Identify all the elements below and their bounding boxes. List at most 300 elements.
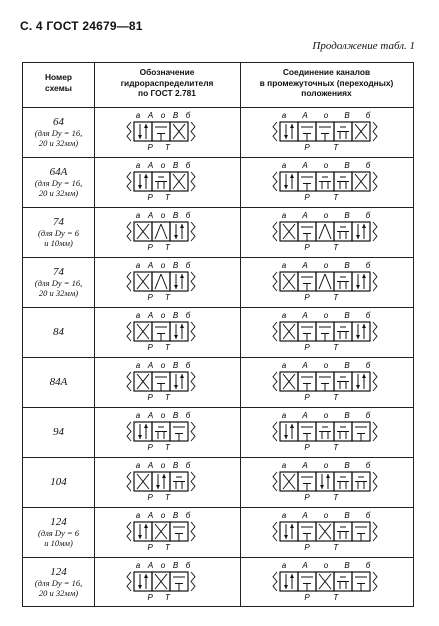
scheme-number-cell [23,216,94,248]
valve-position-box [280,422,298,441]
port-label: А [147,161,154,170]
arrow-icon [138,585,142,589]
port-label: А [147,561,154,570]
port-label: б [365,261,371,270]
port-label: а [135,361,141,370]
port-label: Р [147,243,153,252]
port-label: а [281,211,287,220]
port-label: а [135,161,141,170]
port-label: В [344,411,350,420]
valve-position-box [280,172,298,191]
port-label: о [323,361,329,370]
port-label: А [302,411,308,420]
scheme-number: 64 [53,116,64,128]
arrow-icon [174,385,178,389]
valve-position-box [134,122,152,141]
flow-path [155,274,161,289]
scheme-note: (для Dу = 16, [34,178,83,188]
scheme-note: 20 и 32мм) [38,187,79,198]
spring-icon [191,472,195,491]
arrow-icon [138,185,142,189]
scheme-number: 84 [53,325,64,338]
spring-icon [273,272,277,291]
port-label: б [365,161,371,170]
port-label: Т [165,493,170,502]
spring-icon [273,222,277,241]
intermediate-positions-symbol [240,507,413,557]
port-label: б [365,411,371,420]
valve-position-box [352,222,370,241]
port-label: о [160,461,166,470]
scheme-number-cell [23,516,94,548]
spring-icon [273,572,277,591]
spring-icon [373,322,377,341]
arrow-icon [138,435,142,439]
spring-icon [373,372,377,391]
port-label: а [281,111,287,120]
spring-icon [127,572,131,591]
port-label: б [365,311,371,320]
spring-icon [191,522,195,541]
scheme-note: (для Dу = 16, [34,278,83,288]
port-label: Р [304,243,310,252]
port-label: б [185,411,191,420]
port-label: Т [165,293,170,302]
spring-icon [127,422,131,441]
port-label: Т [333,593,339,602]
port-label: б [365,511,371,520]
port-label: Р [304,343,310,352]
port-label: Р [304,593,310,602]
valve-position-box [134,572,152,591]
port-label: о [160,411,166,420]
spring-icon [127,522,131,541]
arrow-icon [356,285,360,289]
arrow-icon [180,274,184,278]
port-label: Р [147,393,153,402]
port-label: о [160,261,166,270]
spring-icon [373,272,377,291]
scheme-note: (для Dу = 6 [37,528,80,538]
spring-icon [127,122,131,141]
scheme-number-cell [23,266,94,298]
valve-position-box [170,272,188,291]
scheme-number: 74 [53,266,64,278]
spring-icon [191,122,195,141]
port-label: о [323,461,329,470]
scheme-number-cell [23,426,94,439]
spring-icon [127,222,131,241]
port-label: б [365,561,371,570]
port-label: о [323,261,329,270]
port-label: а [281,261,287,270]
valve-position-box [170,222,188,241]
spring-icon [127,322,131,341]
spring-icon [373,522,377,541]
valve-position-box [352,372,370,391]
header-designation: Обозначение гидрораспределителя по ГОСТ 2.781 [120,67,214,98]
port-label: б [185,261,191,270]
port-label: о [323,161,329,170]
port-label: В [344,111,350,120]
arrow-icon [284,135,288,139]
port-label: А [302,111,308,120]
valve-position-box [316,472,334,491]
arrow-icon [284,185,288,189]
port-label: а [135,461,141,470]
port-label: Т [333,393,339,402]
spring-icon [127,272,131,291]
port-label: В [172,311,179,320]
port-label: б [185,511,191,520]
port-label: Р [304,493,310,502]
flow-path [325,274,331,289]
port-label: В [172,411,179,420]
arrow-icon [290,174,294,178]
port-label: А [302,311,308,320]
port-label: о [160,561,166,570]
arrow-icon [362,324,366,328]
port-label: о [160,111,166,120]
port-label: Р [147,543,153,552]
port-label: Т [333,243,339,252]
port-label: В [172,461,179,470]
port-label: б [185,161,191,170]
scheme-number-cell [23,476,94,489]
port-label: а [281,411,287,420]
scheme-number: 104 [50,475,67,488]
port-label: А [302,511,308,520]
flow-path [161,274,167,289]
port-label: А [147,511,154,520]
port-label: о [323,311,329,320]
arrow-icon [138,535,142,539]
valve-position-box [170,322,188,341]
header-scheme-number: Номер схемы [44,72,73,93]
port-label: б [185,111,191,120]
spring-icon [191,322,195,341]
intermediate-positions-symbol [240,157,413,207]
arrow-icon [162,474,166,478]
port-label: б [185,361,191,370]
port-label: о [323,211,329,220]
port-label: а [281,461,287,470]
port-label: В [344,311,350,320]
arrow-icon [144,174,148,178]
flow-path [161,224,167,239]
intermediate-positions-symbol [240,407,413,457]
spring-icon [273,322,277,341]
scheme-number: 124 [50,516,67,528]
port-label: Т [333,293,339,302]
port-label: В [344,161,350,170]
scheme-number-cell [23,116,94,148]
port-label: Р [147,443,153,452]
port-label: Р [147,493,153,502]
port-label: о [323,411,329,420]
valve-symbol [94,507,240,557]
scheme-note: (для Dу = 16, [34,128,83,138]
port-label: а [135,261,141,270]
scheme-note: 20 и 32мм) [38,137,79,148]
arrow-icon [290,424,294,428]
arrow-icon [362,374,366,378]
spring-icon [273,522,277,541]
arrow-icon [180,324,184,328]
scheme-number-cell [23,326,94,339]
header-channel-connection: Соединение каналов в промежуточных (переходных) положениях [259,67,394,98]
port-label: Т [333,543,339,552]
port-label: А [147,461,154,470]
port-label: о [160,311,166,320]
port-label: Р [147,143,153,152]
spring-icon [373,222,377,241]
scheme-note: и 10мм) [44,537,73,548]
arrow-icon [284,535,288,539]
arrow-icon [290,574,294,578]
spring-icon [127,472,131,491]
spring-icon [191,222,195,241]
arrow-icon [362,274,366,278]
valve-position-box [280,122,298,141]
port-label: В [344,361,350,370]
scheme-number: 74 [53,216,64,228]
port-label: Р [304,393,310,402]
valve-position-box [170,372,188,391]
port-label: В [344,211,350,220]
port-label: Р [304,193,310,202]
arrow-icon [174,235,178,239]
arrow-icon [180,224,184,228]
port-label: а [281,561,287,570]
port-label: а [135,511,141,520]
port-label: б [185,311,191,320]
flow-path [155,224,161,239]
intermediate-positions-symbol [240,207,413,257]
arrow-icon [174,285,178,289]
scheme-number-cell [23,376,94,389]
page-header: С. 4 ГОСТ 24679—81 [20,19,143,33]
spring-icon [127,172,131,191]
port-label: А [302,361,308,370]
arrow-icon [138,135,142,139]
port-label: В [172,161,179,170]
scheme-note: и 10мм) [44,237,73,248]
port-label: Р [147,193,153,202]
arrow-icon [356,235,360,239]
port-label: Т [165,393,170,402]
port-label: а [135,311,141,320]
port-label: Т [333,193,339,202]
port-label: В [344,461,350,470]
valve-position-box [280,522,298,541]
port-label: А [302,461,308,470]
port-label: А [147,261,154,270]
spring-icon [273,122,277,141]
valve-symbol [94,357,240,407]
valve-position-box [352,322,370,341]
port-label: а [135,111,141,120]
port-label: Р [304,543,310,552]
spring-icon [273,422,277,441]
scheme-number: 64А [49,166,68,178]
port-label: А [302,261,308,270]
port-label: Т [165,543,170,552]
intermediate-positions-symbol [240,257,413,307]
arrow-icon [320,485,324,489]
port-label: В [172,111,179,120]
port-label: Т [165,443,170,452]
valve-symbol [94,557,240,607]
port-label: а [135,411,141,420]
port-label: Р [304,443,310,452]
intermediate-positions-symbol [240,357,413,407]
spring-icon [273,172,277,191]
port-label: а [281,311,287,320]
port-label: о [160,361,166,370]
flow-path [319,224,325,239]
arrow-icon [290,524,294,528]
port-label: В [172,261,179,270]
schemes-table [22,62,414,607]
flow-path [325,224,331,239]
port-label: б [185,461,191,470]
scheme-note: (для Dу = 6 [37,228,80,238]
port-label: Т [165,243,170,252]
valve-position-box [152,472,170,491]
arrow-icon [180,374,184,378]
valve-position-box [280,572,298,591]
spring-icon [273,372,277,391]
arrow-icon [144,524,148,528]
port-label: В [172,211,179,220]
arrow-icon [326,474,330,478]
port-label: А [147,411,154,420]
spring-icon [127,372,131,391]
port-label: о [160,211,166,220]
port-label: б [365,111,371,120]
arrow-icon [144,574,148,578]
port-label: о [323,511,329,520]
port-label: Т [333,343,339,352]
arrow-icon [156,485,160,489]
scheme-number: 124 [50,566,67,578]
arrow-icon [356,385,360,389]
valve-position-box [134,422,152,441]
arrow-icon [290,124,294,128]
spring-icon [191,272,195,291]
port-label: о [323,111,329,120]
port-label: Р [147,343,153,352]
port-label: а [135,561,141,570]
port-label: Т [165,593,170,602]
port-label: б [185,561,191,570]
valve-symbol [94,107,240,157]
port-label: Т [333,493,339,502]
intermediate-positions-symbol [240,457,413,507]
spring-icon [373,572,377,591]
port-label: А [147,111,154,120]
arrow-icon [284,435,288,439]
port-label: А [147,361,154,370]
port-label: А [302,211,308,220]
port-label: В [344,561,350,570]
spring-icon [373,472,377,491]
valve-symbol [94,207,240,257]
port-label: В [344,511,350,520]
scheme-number-cell [23,166,94,198]
arrow-icon [144,424,148,428]
intermediate-positions-symbol [240,557,413,607]
valve-symbol [94,457,240,507]
port-label: Т [165,193,170,202]
port-label: В [172,561,179,570]
port-label: б [365,361,371,370]
port-label: Т [333,143,339,152]
scheme-note: (для Dу = 16, [34,578,83,588]
port-label: а [135,211,141,220]
spring-icon [191,372,195,391]
spring-icon [373,172,377,191]
spring-icon [373,122,377,141]
port-label: о [323,561,329,570]
flow-path [319,274,325,289]
port-label: Р [304,143,310,152]
valve-symbol [94,157,240,207]
arrow-icon [174,335,178,339]
port-label: А [147,211,154,220]
spring-icon [191,572,195,591]
valve-position-box [352,272,370,291]
arrow-icon [356,335,360,339]
port-label: Р [304,293,310,302]
port-label: о [160,511,166,520]
port-label: Т [165,143,170,152]
spring-icon [191,422,195,441]
spring-icon [373,422,377,441]
valve-symbol [94,407,240,457]
port-label: А [302,561,308,570]
port-label: А [147,311,154,320]
valve-symbol [94,307,240,357]
scheme-number: 84А [49,375,68,388]
valve-symbol [94,257,240,307]
port-label: а [281,361,287,370]
arrow-icon [362,224,366,228]
intermediate-positions-symbol [240,307,413,357]
port-label: Т [333,443,339,452]
port-label: о [160,161,166,170]
port-label: б [365,461,371,470]
port-label: Р [147,293,153,302]
valve-position-box [134,172,152,191]
scheme-number: 94 [53,425,64,438]
intermediate-positions-symbol [240,107,413,157]
arrow-icon [284,585,288,589]
scheme-note: 20 и 32мм) [38,287,79,298]
spring-icon [273,472,277,491]
port-label: б [365,211,371,220]
port-label: а [281,511,287,520]
scheme-number-cell [23,566,94,598]
port-label: В [172,511,179,520]
port-label: Т [165,343,170,352]
scheme-note: 20 и 32мм) [38,587,79,598]
port-label: В [344,261,350,270]
port-label: б [185,211,191,220]
arrow-icon [144,124,148,128]
port-label: В [172,361,179,370]
